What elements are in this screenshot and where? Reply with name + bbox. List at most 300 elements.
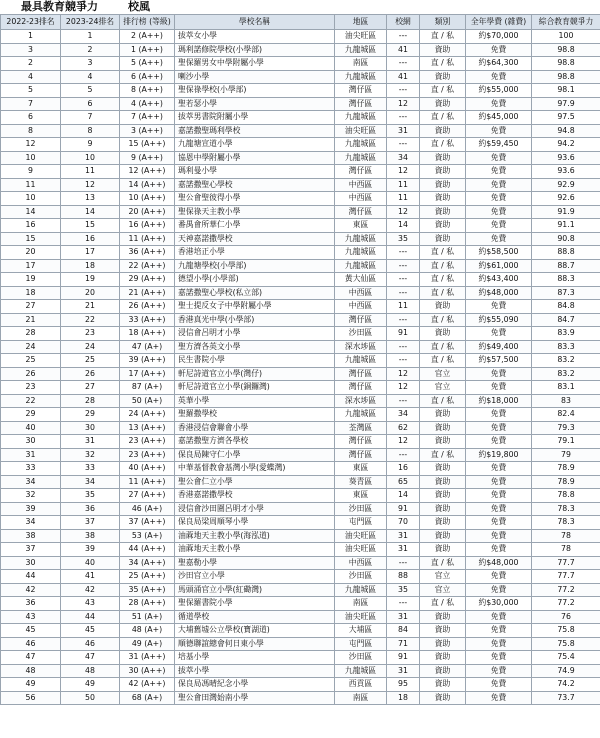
- district-cell: 中西區: [335, 192, 387, 206]
- prev-rank-cell: 49: [1, 678, 61, 692]
- table-row: [1, 394, 600, 408]
- prev-rank-cell: 10: [1, 151, 61, 165]
- table-body: [1, 30, 600, 705]
- prev-rank-cell: 23: [1, 381, 61, 395]
- district-cell: 沙田區: [335, 327, 387, 341]
- school-net-cell: 62: [387, 421, 420, 435]
- district-cell: 沙田區: [335, 502, 387, 516]
- tuition-fee-cell: 免費: [466, 610, 532, 624]
- school-name-cell: 聖士提反女子中學附屬小學: [175, 300, 335, 314]
- rank-cell: 5: [61, 84, 120, 98]
- tuition-fee-cell: 免費: [466, 43, 532, 57]
- tuition-fee-cell: 約$48,000: [466, 556, 532, 570]
- school-name-cell: 香港真光中學(小學部): [175, 313, 335, 327]
- column-header: 學校名稱: [175, 15, 335, 30]
- score-cell: 83.3: [532, 340, 600, 354]
- prev-rank-cell: 56: [1, 691, 61, 705]
- table-row: [1, 43, 600, 57]
- tuition-fee-cell: 約$43,400: [466, 273, 532, 287]
- table-row: [1, 192, 600, 206]
- district-cell: 灣仔區: [335, 367, 387, 381]
- table-row: [1, 286, 600, 300]
- culture-rank-cell: 25 (A++): [120, 570, 175, 584]
- table-row: [1, 165, 600, 179]
- column-header: 全年學費 (雜費): [466, 15, 532, 30]
- district-cell: 中西區: [335, 178, 387, 192]
- rank-cell: 48: [61, 664, 120, 678]
- tuition-fee-cell: 免費: [466, 408, 532, 422]
- tuition-fee-cell: 約$58,500: [466, 246, 532, 260]
- school-name-cell: 嘉諾撒聖方濟各學校: [175, 435, 335, 449]
- prev-rank-cell: 7: [1, 97, 61, 111]
- tuition-fee-cell: 免費: [466, 70, 532, 84]
- school-name-cell: 培基小學: [175, 651, 335, 665]
- table-row: [1, 637, 600, 651]
- tuition-fee-cell: 免費: [466, 462, 532, 476]
- school-name-cell: 保良局陳守仁小學: [175, 448, 335, 462]
- school-net-cell: 70: [387, 516, 420, 530]
- category-cell: 直 / 私: [420, 111, 466, 125]
- rank-cell: 16: [61, 232, 120, 246]
- rank-cell: 6: [61, 97, 120, 111]
- prev-rank-cell: 34: [1, 516, 61, 530]
- category-cell: 直 / 私: [420, 597, 466, 611]
- category-cell: 直 / 私: [420, 57, 466, 71]
- school-net-cell: 12: [387, 435, 420, 449]
- school-culture-group-header: 校風: [128, 0, 150, 13]
- category-cell: 資助: [420, 462, 466, 476]
- table-header-row: [1, 15, 600, 30]
- score-cell: 78.3: [532, 502, 600, 516]
- school-name-cell: 嘉諾撒聖心學校: [175, 178, 335, 192]
- prev-rank-cell: 24: [1, 340, 61, 354]
- school-net-cell: 91: [387, 327, 420, 341]
- score-cell: 84.8: [532, 300, 600, 314]
- culture-rank-cell: 29 (A++): [120, 273, 175, 287]
- rank-cell: 46: [61, 637, 120, 651]
- district-cell: 中西區: [335, 300, 387, 314]
- school-net-cell: 14: [387, 489, 420, 503]
- table-row: [1, 543, 600, 557]
- school-name-cell: 瑪利曼小學: [175, 165, 335, 179]
- table-row: [1, 381, 600, 395]
- culture-rank-cell: 2 (A++): [120, 30, 175, 44]
- tuition-fee-cell: 免費: [466, 151, 532, 165]
- prev-rank-cell: 9: [1, 165, 61, 179]
- school-net-cell: 11: [387, 192, 420, 206]
- category-cell: 資助: [420, 124, 466, 138]
- score-cell: 92.9: [532, 178, 600, 192]
- school-name-cell: 香港嘉諾撒學校: [175, 489, 335, 503]
- district-cell: 油尖旺區: [335, 543, 387, 557]
- culture-rank-cell: 7 (A++): [120, 111, 175, 125]
- score-cell: 88.7: [532, 259, 600, 273]
- tuition-fee-cell: 約$61,000: [466, 259, 532, 273]
- category-cell: 直 / 私: [420, 286, 466, 300]
- prev-rank-cell: 6: [1, 111, 61, 125]
- rank-cell: 20: [61, 286, 120, 300]
- table-row: [1, 178, 600, 192]
- culture-rank-cell: 1 (A++): [120, 43, 175, 57]
- culture-rank-cell: 48 (A+): [120, 624, 175, 638]
- category-cell: 直 / 私: [420, 340, 466, 354]
- school-name-cell: 軒尼詩道官立小學(銅鑼灣): [175, 381, 335, 395]
- tuition-fee-cell: 免費: [466, 327, 532, 341]
- category-cell: 資助: [420, 178, 466, 192]
- district-cell: 九龍城區: [335, 43, 387, 57]
- table-row: [1, 205, 600, 219]
- prev-rank-cell: 12: [1, 138, 61, 152]
- school-net-cell: ---: [387, 313, 420, 327]
- district-cell: 九龍城區: [335, 259, 387, 273]
- tuition-fee-cell: 免費: [466, 678, 532, 692]
- score-cell: 77.2: [532, 583, 600, 597]
- tuition-fee-cell: 免費: [466, 192, 532, 206]
- school-name-cell: 大埔舊墟公立學校(寶湖道): [175, 624, 335, 638]
- category-cell: 資助: [420, 327, 466, 341]
- table-row: [1, 475, 600, 489]
- rank-cell: 31: [61, 435, 120, 449]
- school-name-cell: 馬頭涌官立小學(紅磡灣): [175, 583, 335, 597]
- district-cell: 東區: [335, 219, 387, 233]
- tuition-fee-cell: 免費: [466, 637, 532, 651]
- culture-rank-cell: 15 (A++): [120, 138, 175, 152]
- prev-rank-cell: 42: [1, 583, 61, 597]
- score-cell: 97.5: [532, 111, 600, 125]
- category-cell: 直 / 私: [420, 394, 466, 408]
- culture-rank-cell: 47 (A+): [120, 340, 175, 354]
- tuition-fee-cell: 免費: [466, 516, 532, 530]
- table-row: [1, 610, 600, 624]
- district-cell: 九龍城區: [335, 138, 387, 152]
- table-row: [1, 259, 600, 273]
- school-net-cell: ---: [387, 84, 420, 98]
- school-name-cell: 英華小學: [175, 394, 335, 408]
- table-row: [1, 529, 600, 543]
- school-name-cell: 喇沙小學: [175, 70, 335, 84]
- school-name-cell: 聖保羅男女中學附屬小學: [175, 57, 335, 71]
- culture-rank-cell: 87 (A+): [120, 381, 175, 395]
- school-net-cell: 11: [387, 300, 420, 314]
- table-row: [1, 678, 600, 692]
- district-cell: 灣仔區: [335, 84, 387, 98]
- score-cell: 75.8: [532, 637, 600, 651]
- score-cell: 83.2: [532, 354, 600, 368]
- tuition-fee-cell: 免費: [466, 570, 532, 584]
- school-net-cell: 35: [387, 583, 420, 597]
- culture-rank-cell: 12 (A++): [120, 165, 175, 179]
- school-name-cell: 中華基督教會基灣小學(愛蝶灣): [175, 462, 335, 476]
- rank-cell: 28: [61, 394, 120, 408]
- rank-cell: 33: [61, 462, 120, 476]
- score-cell: 98.8: [532, 43, 600, 57]
- category-cell: 資助: [420, 475, 466, 489]
- school-name-cell: 香港培正小學: [175, 246, 335, 260]
- category-cell: 資助: [420, 529, 466, 543]
- table-row: [1, 367, 600, 381]
- school-net-cell: 84: [387, 624, 420, 638]
- category-cell: 官立: [420, 381, 466, 395]
- score-cell: 76: [532, 610, 600, 624]
- culture-rank-cell: 23 (A++): [120, 448, 175, 462]
- category-cell: 官立: [420, 570, 466, 584]
- district-cell: 南區: [335, 597, 387, 611]
- rank-cell: 37: [61, 516, 120, 530]
- category-cell: 資助: [420, 651, 466, 665]
- culture-rank-cell: 18 (A++): [120, 327, 175, 341]
- table-row: [1, 502, 600, 516]
- table-row: [1, 57, 600, 71]
- tuition-fee-cell: 約$18,000: [466, 394, 532, 408]
- school-name-cell: 浸信會沙田圍呂明才小學: [175, 502, 335, 516]
- culture-rank-cell: 20 (A++): [120, 205, 175, 219]
- prev-rank-cell: 33: [1, 462, 61, 476]
- district-cell: 東區: [335, 462, 387, 476]
- school-name-cell: 聖保祿學校(小學部): [175, 84, 335, 98]
- score-cell: 88.8: [532, 246, 600, 260]
- school-name-cell: 聖若瑟小學: [175, 97, 335, 111]
- district-cell: 荃灣區: [335, 421, 387, 435]
- tuition-fee-cell: 約$59,450: [466, 138, 532, 152]
- column-header: 地區: [335, 15, 387, 30]
- school-net-cell: ---: [387, 354, 420, 368]
- category-cell: 資助: [420, 610, 466, 624]
- rank-cell: 23: [61, 327, 120, 341]
- category-cell: 資助: [420, 489, 466, 503]
- table-row: [1, 219, 600, 233]
- district-cell: 九龍城區: [335, 111, 387, 125]
- rank-cell: 19: [61, 273, 120, 287]
- school-name-cell: 聖保祿天主教小學: [175, 205, 335, 219]
- category-cell: 資助: [420, 232, 466, 246]
- rank-cell: 26: [61, 367, 120, 381]
- rank-cell: 32: [61, 448, 120, 462]
- prev-rank-cell: 32: [1, 489, 61, 503]
- table-row: [1, 327, 600, 341]
- table-row: [1, 138, 600, 152]
- category-cell: 資助: [420, 664, 466, 678]
- table-row: [1, 354, 600, 368]
- score-cell: 87.3: [532, 286, 600, 300]
- column-header: 2023-24排名: [61, 15, 120, 30]
- table-row: [1, 273, 600, 287]
- prev-rank-cell: 26: [1, 367, 61, 381]
- prev-rank-cell: 46: [1, 637, 61, 651]
- table-row: [1, 583, 600, 597]
- competitiveness-group-header: 最具教育競爭力: [21, 0, 98, 13]
- district-cell: 油尖旺區: [335, 124, 387, 138]
- culture-rank-cell: 28 (A++): [120, 597, 175, 611]
- category-cell: 資助: [420, 43, 466, 57]
- school-name-cell: 聖公會田灣始南小學: [175, 691, 335, 705]
- score-cell: 77.2: [532, 597, 600, 611]
- district-cell: 葵青區: [335, 475, 387, 489]
- table-row: [1, 462, 600, 476]
- rank-cell: 15: [61, 219, 120, 233]
- prev-rank-cell: 47: [1, 651, 61, 665]
- school-net-cell: 12: [387, 205, 420, 219]
- school-name-cell: 保良局馮晴紀念小學: [175, 678, 335, 692]
- culture-rank-cell: 37 (A++): [120, 516, 175, 530]
- prev-rank-cell: 21: [1, 313, 61, 327]
- culture-rank-cell: 39 (A++): [120, 354, 175, 368]
- district-cell: 油尖旺區: [335, 529, 387, 543]
- score-cell: 83.9: [532, 327, 600, 341]
- tuition-fee-cell: 免費: [466, 583, 532, 597]
- rank-cell: 11: [61, 165, 120, 179]
- culture-rank-cell: 11 (A++): [120, 232, 175, 246]
- score-cell: 78.9: [532, 462, 600, 476]
- district-cell: 黃大仙區: [335, 273, 387, 287]
- prev-rank-cell: 45: [1, 624, 61, 638]
- rank-cell: 44: [61, 610, 120, 624]
- school-net-cell: 12: [387, 97, 420, 111]
- rank-cell: 35: [61, 489, 120, 503]
- prev-rank-cell: 20: [1, 246, 61, 260]
- culture-rank-cell: 46 (A+): [120, 502, 175, 516]
- rank-cell: 39: [61, 543, 120, 557]
- category-cell: 資助: [420, 408, 466, 422]
- tuition-fee-cell: 約$55,000: [466, 84, 532, 98]
- score-cell: 91.9: [532, 205, 600, 219]
- table-row: [1, 97, 600, 111]
- table-row: [1, 624, 600, 638]
- prev-rank-cell: 38: [1, 529, 61, 543]
- culture-rank-cell: 3 (A++): [120, 124, 175, 138]
- school-net-cell: 16: [387, 462, 420, 476]
- school-net-cell: ---: [387, 30, 420, 44]
- district-cell: 深水埗區: [335, 394, 387, 408]
- category-cell: 資助: [420, 97, 466, 111]
- culture-rank-cell: 53 (A+): [120, 529, 175, 543]
- school-net-cell: ---: [387, 273, 420, 287]
- rank-cell: 22: [61, 313, 120, 327]
- prev-rank-cell: 15: [1, 232, 61, 246]
- school-net-cell: ---: [387, 246, 420, 260]
- category-cell: 資助: [420, 516, 466, 530]
- prev-rank-cell: 10: [1, 192, 61, 206]
- culture-rank-cell: 13 (A++): [120, 421, 175, 435]
- culture-rank-cell: 35 (A++): [120, 583, 175, 597]
- score-cell: 79: [532, 448, 600, 462]
- school-net-cell: 91: [387, 502, 420, 516]
- tuition-fee-cell: 約$19,800: [466, 448, 532, 462]
- score-cell: 79.3: [532, 421, 600, 435]
- category-cell: 資助: [420, 300, 466, 314]
- school-name-cell: 番禺會所華仁小學: [175, 219, 335, 233]
- school-name-cell: 聖嘉勒小學: [175, 556, 335, 570]
- prev-rank-cell: 18: [1, 286, 61, 300]
- school-net-cell: 18: [387, 691, 420, 705]
- category-cell: 官立: [420, 583, 466, 597]
- school-name-cell: 聖公會仁立小學: [175, 475, 335, 489]
- table-row: [1, 516, 600, 530]
- table-row: [1, 111, 600, 125]
- rank-cell: 29: [61, 408, 120, 422]
- culture-rank-cell: 16 (A++): [120, 219, 175, 233]
- school-name-cell: 拔萃男書院附屬小學: [175, 111, 335, 125]
- school-net-cell: 31: [387, 610, 420, 624]
- culture-rank-cell: 10 (A++): [120, 192, 175, 206]
- category-cell: 直 / 私: [420, 556, 466, 570]
- prev-rank-cell: 25: [1, 354, 61, 368]
- school-name-cell: 聖公會聖彼得小學: [175, 192, 335, 206]
- prev-rank-cell: 5: [1, 84, 61, 98]
- table-row: [1, 30, 600, 44]
- culture-rank-cell: 36 (A++): [120, 246, 175, 260]
- school-name-cell: 天神嘉諾撒學校: [175, 232, 335, 246]
- school-net-cell: ---: [387, 286, 420, 300]
- score-cell: 74.2: [532, 678, 600, 692]
- district-cell: 九龍城區: [335, 246, 387, 260]
- culture-rank-cell: 50 (A+): [120, 394, 175, 408]
- rank-cell: 49: [61, 678, 120, 692]
- district-cell: 中西區: [335, 556, 387, 570]
- district-cell: 東區: [335, 489, 387, 503]
- rank-cell: 25: [61, 354, 120, 368]
- tuition-fee-cell: 免費: [466, 475, 532, 489]
- tuition-fee-cell: 免費: [466, 529, 532, 543]
- rank-cell: 36: [61, 502, 120, 516]
- top-header-row: [0, 0, 600, 14]
- school-net-cell: 41: [387, 70, 420, 84]
- prev-rank-cell: 14: [1, 205, 61, 219]
- district-cell: 灣仔區: [335, 448, 387, 462]
- score-cell: 75.4: [532, 651, 600, 665]
- school-net-cell: 11: [387, 178, 420, 192]
- prev-rank-cell: 29: [1, 408, 61, 422]
- district-cell: 九龍城區: [335, 408, 387, 422]
- category-cell: 資助: [420, 502, 466, 516]
- category-cell: 直 / 私: [420, 273, 466, 287]
- rank-cell: 47: [61, 651, 120, 665]
- tuition-fee-cell: 免費: [466, 205, 532, 219]
- school-net-cell: 91: [387, 651, 420, 665]
- district-cell: 九龍城區: [335, 232, 387, 246]
- culture-rank-cell: 34 (A++): [120, 556, 175, 570]
- rank-cell: 42: [61, 583, 120, 597]
- prev-rank-cell: 1: [1, 30, 61, 44]
- table-row: [1, 232, 600, 246]
- column-header: 2022-23排名: [1, 15, 61, 30]
- rank-cell: 24: [61, 340, 120, 354]
- column-header: 排行榜 (等級): [120, 15, 175, 30]
- culture-rank-cell: 23 (A++): [120, 435, 175, 449]
- district-cell: 九龍城區: [335, 354, 387, 368]
- culture-rank-cell: 24 (A++): [120, 408, 175, 422]
- tuition-fee-cell: 免費: [466, 489, 532, 503]
- prev-rank-cell: 27: [1, 300, 61, 314]
- school-name-cell: 德望小學(小學部): [175, 273, 335, 287]
- category-cell: 直 / 私: [420, 259, 466, 273]
- culture-rank-cell: 14 (A++): [120, 178, 175, 192]
- district-cell: 九龍城區: [335, 151, 387, 165]
- school-name-cell: 九龍塘宣道小學: [175, 138, 335, 152]
- category-cell: 資助: [420, 192, 466, 206]
- prev-rank-cell: 16: [1, 219, 61, 233]
- prev-rank-cell: 31: [1, 448, 61, 462]
- category-cell: 直 / 私: [420, 448, 466, 462]
- score-cell: 83: [532, 394, 600, 408]
- school-net-cell: ---: [387, 111, 420, 125]
- prev-rank-cell: 19: [1, 273, 61, 287]
- school-name-cell: 浸信會呂明才小學: [175, 327, 335, 341]
- category-cell: 直 / 私: [420, 138, 466, 152]
- prev-rank-cell: 17: [1, 259, 61, 273]
- category-cell: 資助: [420, 637, 466, 651]
- district-cell: 九龍城區: [335, 70, 387, 84]
- school-net-cell: 35: [387, 232, 420, 246]
